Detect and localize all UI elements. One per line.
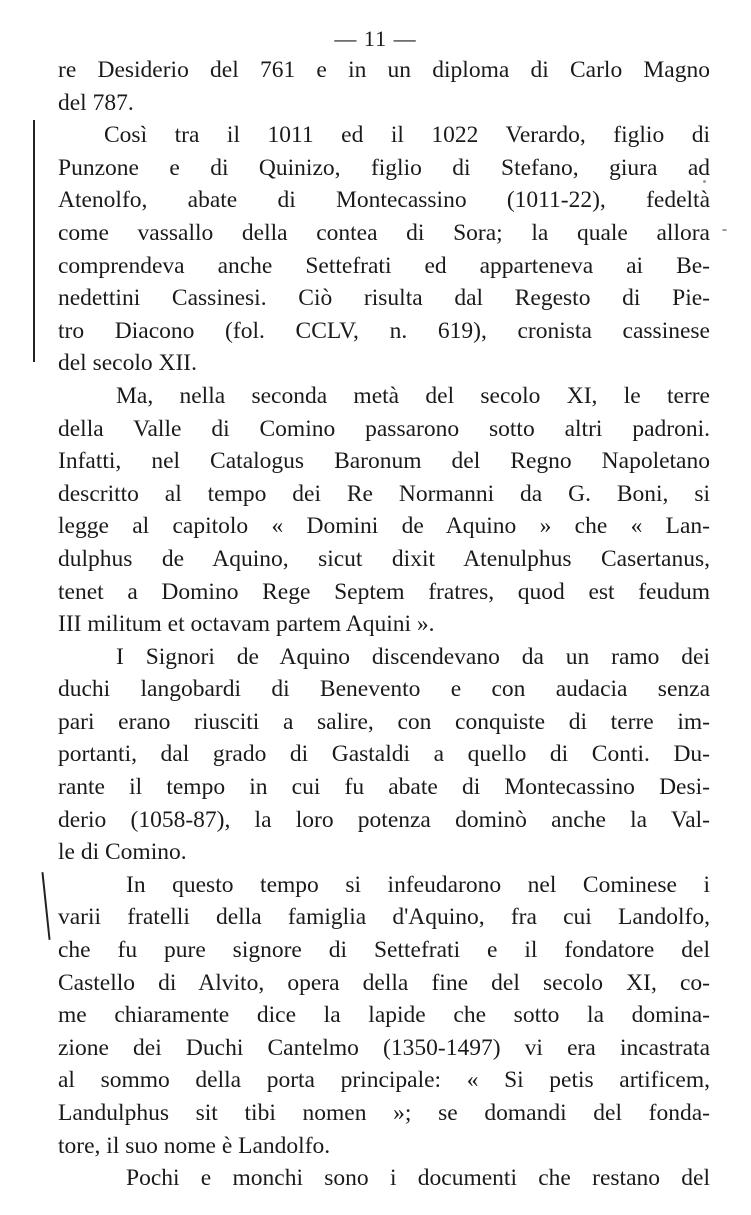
text-line: Ma, nella seconda metà del secolo XI, le terre [116,382,710,409]
text-line: che fu pure signore di Settefrati e il fondatore del [58,937,710,964]
text-line: I Signori de Aquino discendevano da un ramo dei [116,643,710,670]
text-line: descritto al tempo dei Re Normanni da G. Boni, si [58,480,710,507]
text-line: In questo tempo si infeudarono nel Cominese i [126,871,710,898]
text-line: Infatti, nel Catalogus Baronum del Regno Napoletano [58,448,710,475]
text-line: rante il tempo in cui fu abate di Montecassino Desi- [58,774,710,801]
text-line: Castello di Alvito, opera della fine del secolo XI, co- [58,969,710,996]
text-line: Pochi e monchi sono i documenti che restano del [126,1165,710,1192]
text-line: Atenolfo, abate di Montecassino (1011-22), fedeltà [58,187,710,214]
text-line: varii fratelli della famiglia d'Aquino, fra cui Landolfo, [58,904,710,931]
text-line: derio (1058-87), la loro potenza dominò anche la Val- [58,806,710,833]
text-line: re Desiderio del 761 e in un diploma di Carlo Magno [58,57,710,83]
page-number: — 11 — [334,26,417,51]
text-line: del 787. [58,89,134,116]
text-line: III militum et octavam partem Aquini ». [58,611,435,638]
text-line: nedettini Cassinesi. Ciò risulta dal Regesto di Pie- [58,285,710,312]
margin-pencil-mark [33,120,35,362]
text-line: legge al capitolo « Domini de Aquino » che « Lan- [58,513,710,540]
margin-pencil-mark [41,872,50,940]
text-line: pari erano riusciti a salire, con conquiste di terre im- [58,708,710,735]
text-line: Punzone e di Quinizo, figlio di Stefano, giura ad [58,154,710,181]
text-line: dulphus de Aquino, sicut dixit Atenulphus Casertanus, [58,545,710,572]
text-line: tro Diacono (fol. CCLV, n. 619), cronista cassinese [58,317,710,344]
text-line: tenet a Domino Rege Septem fratres, quod est feudum [58,578,710,605]
text-line: del secolo XII. [58,350,197,377]
text-line: comprendeva anche Settefrati ed apparteneva ai Be- [58,252,710,279]
text-line: duchi langobardi di Benevento e con audacia senza [58,676,710,703]
paper-speck [722,229,727,231]
text-line: le di Comino. [58,839,187,866]
text-line: me chiaramente dice la lapide che sotto la domina- [58,1002,710,1029]
text-line: tore, il suo nome è Landolfo. [58,1132,331,1159]
text-line: al sommo della porta principale: « Si petis artificem, [58,1067,710,1094]
body-text [58,54,710,1195]
text-line: portanti, dal grado di Gastaldi a quello di Conti. Du- [58,741,710,768]
text-line: zione dei Duchi Cantelmo (1350-1497) vi era incastrata [58,1034,710,1061]
text-line: della Valle di Comino passarono sotto altri padroni. [58,415,710,442]
text-line: Landulphus sit tibi nomen »; se domandi del fonda- [58,1100,710,1126]
text-line: Così tra il 1011 ed il 1022 Verardo, figlio di [104,122,710,149]
text-line: come vassallo della contea di Sora; la quale allora [58,219,710,246]
